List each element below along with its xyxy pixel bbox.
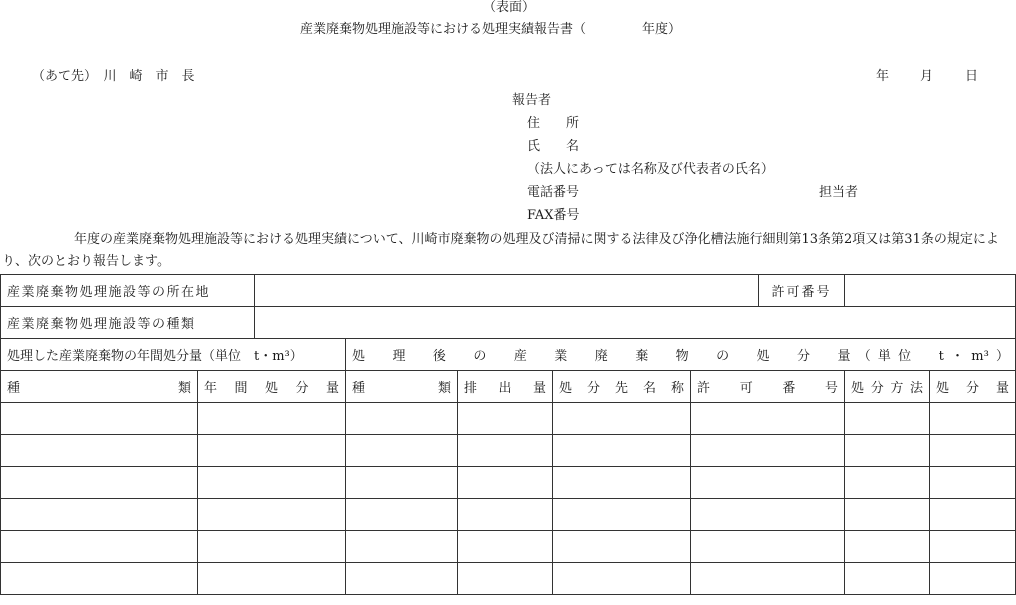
- permit-number-label: 許可番号: [759, 275, 845, 307]
- waste-type-cell[interactable]: [1, 403, 198, 435]
- addressee: （あて先） 川 崎 市 長: [32, 69, 195, 84]
- post-waste-type-cell[interactable]: [346, 563, 458, 595]
- permit-number-cell[interactable]: [691, 531, 845, 563]
- form-title-suffix: 年度）: [642, 22, 682, 37]
- emission-amount-cell[interactable]: [458, 531, 553, 563]
- method-cell[interactable]: [845, 499, 930, 531]
- permit-number-cell[interactable]: [691, 467, 845, 499]
- report-table: [0, 274, 1016, 595]
- location-input[interactable]: [255, 275, 759, 307]
- annual-amount-cell[interactable]: [198, 403, 346, 435]
- col-post-waste-type: 種 類: [346, 371, 458, 403]
- post-waste-type-cell[interactable]: [346, 403, 458, 435]
- report-statement: [2, 229, 1014, 273]
- waste-type-cell[interactable]: [1, 467, 198, 499]
- col-emission-amount: 排 出 量: [458, 371, 553, 403]
- emission-amount-cell[interactable]: [458, 403, 553, 435]
- table-row: [1, 499, 1016, 531]
- destination-cell[interactable]: [553, 467, 691, 499]
- annual-amount-cell[interactable]: [198, 435, 346, 467]
- table-row: [1, 467, 1016, 499]
- method-cell[interactable]: [845, 563, 930, 595]
- reporter-address-label: 住 所: [527, 116, 580, 131]
- waste-type-cell[interactable]: [1, 563, 198, 595]
- annual-amount-cell[interactable]: [198, 499, 346, 531]
- post-waste-type-cell[interactable]: [346, 467, 458, 499]
- destination-cell[interactable]: [553, 531, 691, 563]
- table-row: [1, 435, 1016, 467]
- post-waste-type-cell[interactable]: [346, 531, 458, 563]
- method-cell[interactable]: [845, 467, 930, 499]
- emission-amount-cell[interactable]: [458, 563, 553, 595]
- annual-amount-cell[interactable]: [198, 563, 346, 595]
- date-month: 月: [920, 69, 934, 84]
- post-treatment-section-header: 処 理 後 の 産 業 廃 棄 物 の 処 分 量（単位 t・m³）: [346, 339, 1016, 371]
- col-annual-amount: 年 間 処 分 量: [198, 371, 346, 403]
- amount-cell[interactable]: [930, 563, 1016, 595]
- amount-cell[interactable]: [930, 499, 1016, 531]
- method-cell[interactable]: [845, 531, 930, 563]
- report-statement-text: 年度の産業廃棄物処理施設等における処理実績について、川崎市廃棄物の処理及び清掃に関する法律及び浄化槽法施行細則第13条第2項又は第31条の規定により、次のとおり報告します。: [2, 232, 999, 269]
- table-row: [1, 403, 1016, 435]
- waste-type-cell[interactable]: [1, 499, 198, 531]
- reporter-contact-label: 担当者: [819, 185, 859, 200]
- permit-number-cell[interactable]: [691, 499, 845, 531]
- table-row: [1, 531, 1016, 563]
- reporter-phone-label: 電話番号: [527, 185, 580, 200]
- reporter-corp-note: （法人にあっては名称及び代表者の氏名）: [527, 162, 774, 177]
- amount-cell[interactable]: [930, 403, 1016, 435]
- destination-cell[interactable]: [553, 435, 691, 467]
- waste-type-cell[interactable]: [1, 435, 198, 467]
- amount-cell[interactable]: [930, 467, 1016, 499]
- facility-type-input[interactable]: [255, 307, 1016, 339]
- reporter-fax-label: FAX番号: [527, 208, 580, 223]
- post-waste-type-cell[interactable]: [346, 435, 458, 467]
- amount-cell[interactable]: [930, 531, 1016, 563]
- col-disposal-method: 処分方法: [845, 371, 930, 403]
- table-row: [1, 563, 1016, 595]
- destination-cell[interactable]: [553, 563, 691, 595]
- emission-amount-cell[interactable]: [458, 467, 553, 499]
- form-title-prefix: 産業廃棄物処理施設等における処理実績報告書（: [300, 22, 587, 37]
- waste-type-cell[interactable]: [1, 531, 198, 563]
- annual-amount-cell[interactable]: [198, 531, 346, 563]
- facility-type-label: 産業廃棄物処理施設等の種類: [1, 307, 255, 339]
- emission-amount-cell[interactable]: [458, 435, 553, 467]
- reporter-label: 報告者: [512, 93, 552, 108]
- reporter-name-label: 氏 名: [527, 139, 580, 154]
- date-year: 年: [876, 69, 890, 84]
- method-cell[interactable]: [845, 435, 930, 467]
- side-label: （表面）: [483, 0, 536, 15]
- location-label: 産業廃棄物処理施設等の所在地: [1, 275, 255, 307]
- form-title: [300, 22, 681, 38]
- permit-number-cell[interactable]: [691, 563, 845, 595]
- col-disposal-destination: 処 分 先 名 称: [553, 371, 691, 403]
- amount-cell[interactable]: [930, 435, 1016, 467]
- post-waste-type-cell[interactable]: [346, 499, 458, 531]
- method-cell[interactable]: [845, 403, 930, 435]
- date-day: 日: [965, 69, 979, 84]
- emission-amount-cell[interactable]: [458, 499, 553, 531]
- destination-cell[interactable]: [553, 499, 691, 531]
- permit-number-cell[interactable]: [691, 403, 845, 435]
- permit-number-input[interactable]: [845, 275, 1016, 307]
- destination-cell[interactable]: [553, 403, 691, 435]
- permit-number-cell[interactable]: [691, 435, 845, 467]
- col-waste-type: 種 類: [1, 371, 198, 403]
- annual-disposal-section-header: 処理した産業廃棄物の年間処分量（単位 t・m³）: [1, 339, 346, 371]
- col-permit-number: 許可番号: [691, 371, 845, 403]
- col-disposal-amount: 処 分 量: [930, 371, 1016, 403]
- annual-amount-cell[interactable]: [198, 467, 346, 499]
